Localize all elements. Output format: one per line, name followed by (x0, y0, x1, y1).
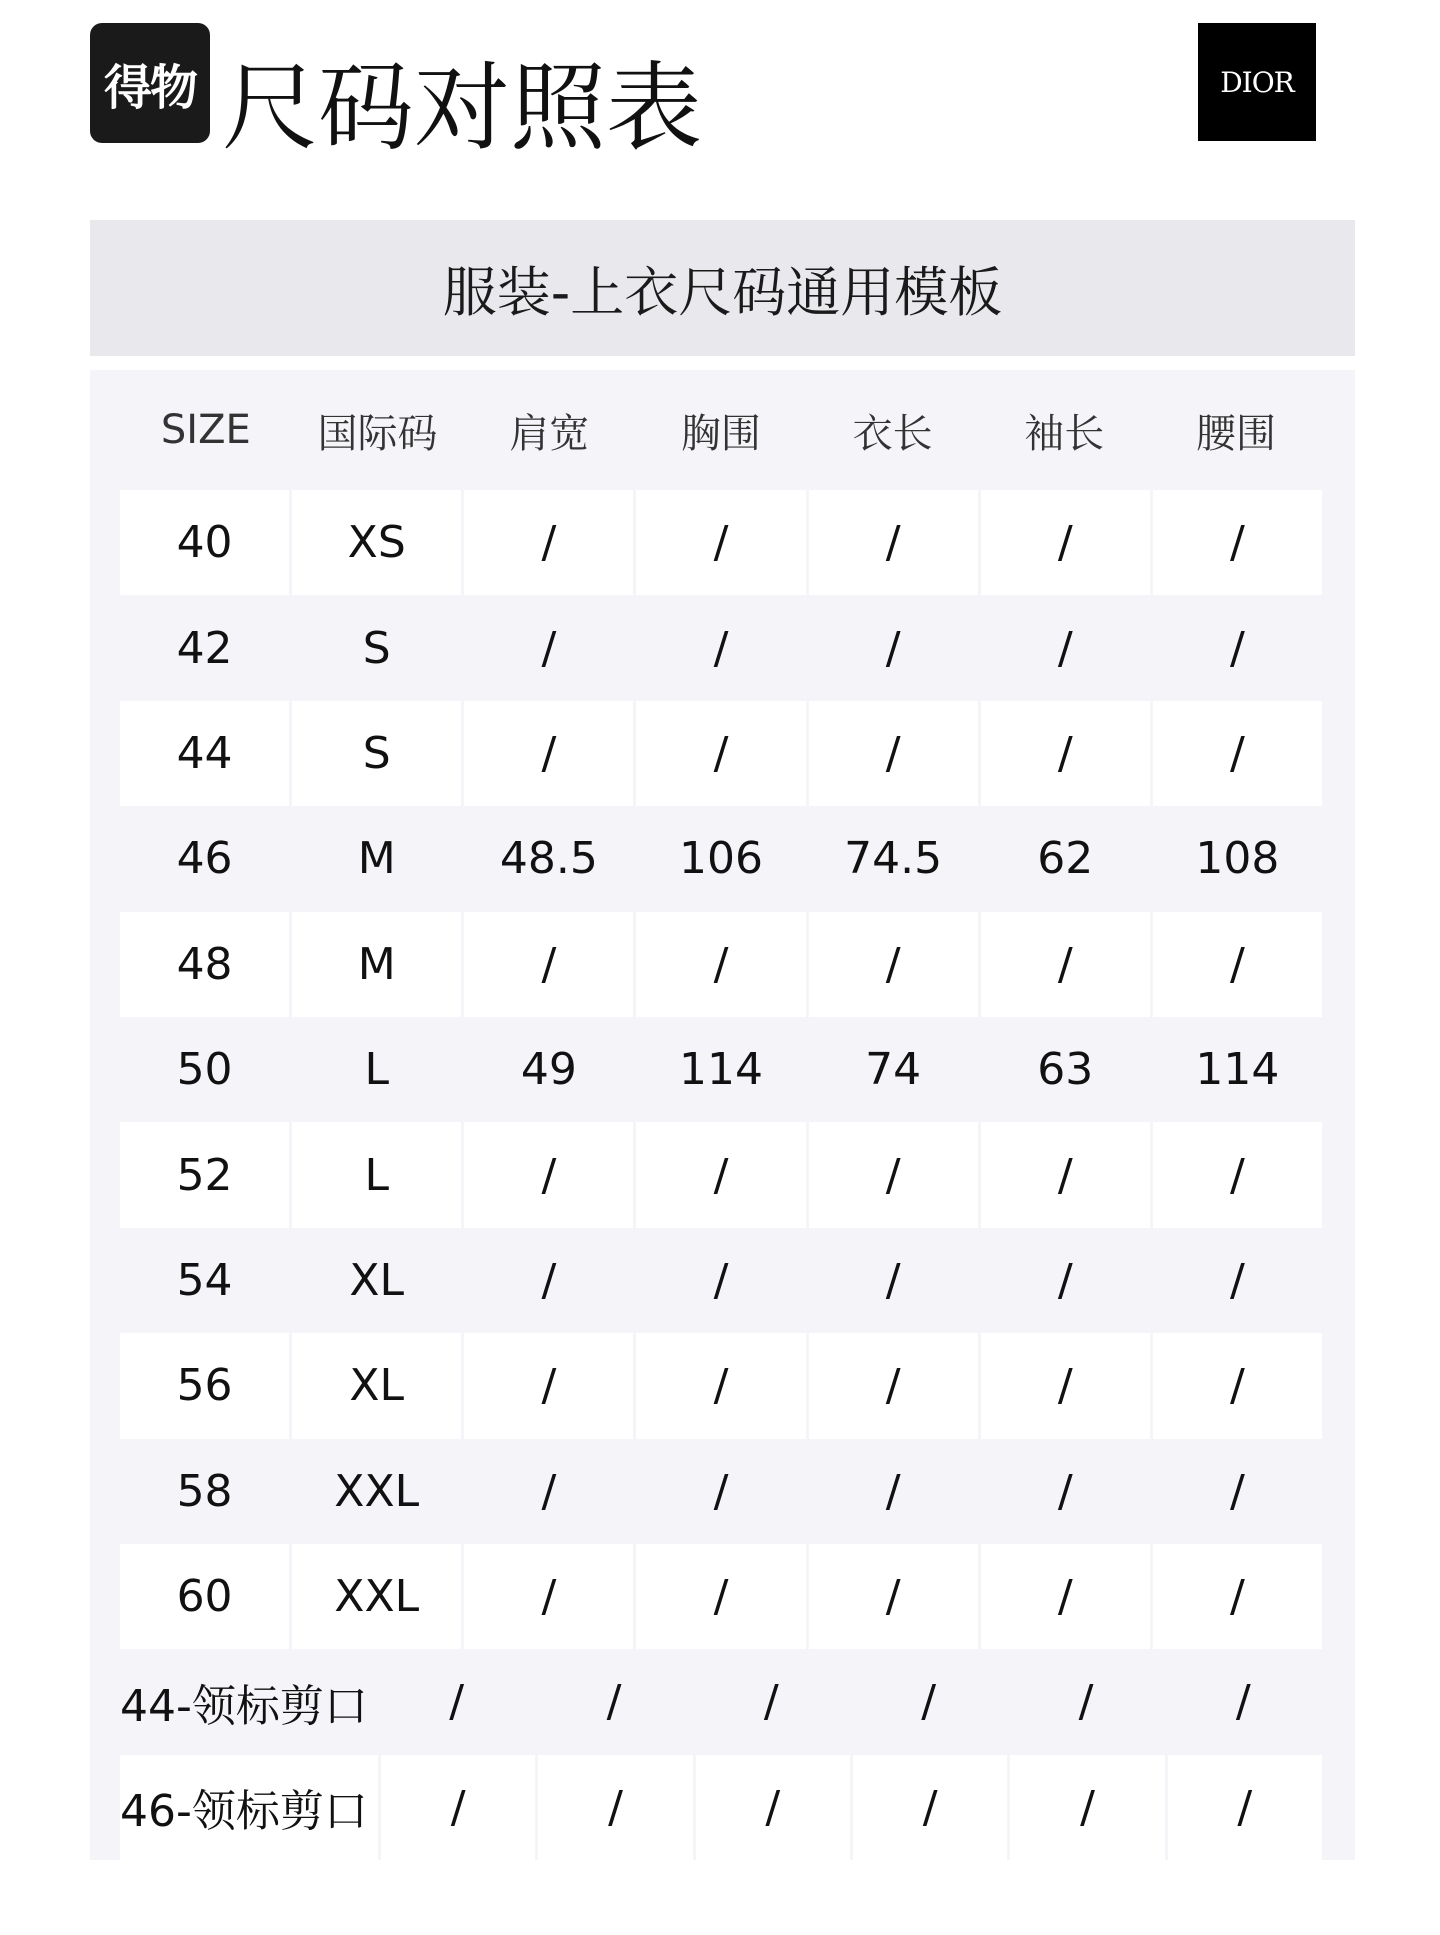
cell-waist: / (1153, 701, 1322, 806)
cell-waist: 114 (1195, 1044, 1280, 1096)
table-row (120, 1228, 1322, 1333)
cell-shoulder: / (464, 1333, 633, 1438)
table-row (120, 701, 1322, 806)
cell-sleeve: / (981, 701, 1150, 806)
cell-shoulder: / (464, 490, 633, 595)
cell-chest: / (636, 912, 805, 1017)
cell-shoulder: / (464, 1122, 633, 1227)
column-header-size: SIZE (160, 407, 251, 453)
cell-chest: / (636, 1544, 805, 1649)
column-header-sleeve: 袖长 (1024, 410, 1105, 457)
cell-waist: / (1153, 1333, 1322, 1438)
cell-size: 50 (176, 1044, 233, 1096)
cell-shoulder: 49 (520, 1044, 577, 1096)
cell-length: / (809, 701, 978, 806)
cell-value: / (693, 1755, 850, 1860)
cell-length: / (809, 912, 978, 1017)
logo-text: 得物 (103, 59, 196, 116)
cell-waist: 108 (1195, 833, 1280, 885)
template-title (90, 220, 1355, 356)
table-body (120, 490, 1322, 1860)
column-header-intl-size: 国际码 (317, 410, 438, 457)
cell-waist: / (1230, 1465, 1245, 1517)
column-header-shoulder: 肩宽 (509, 410, 590, 457)
cell-value: / (535, 1755, 692, 1860)
table-row (120, 595, 1322, 700)
template-title-text: 服装-上衣尺码通用模板 (442, 260, 1003, 324)
page-title: 尺码对照表 (222, 52, 702, 164)
cell-length: / (809, 1544, 978, 1649)
cell-chest: / (713, 622, 729, 674)
cell-shoulder: / (464, 912, 633, 1017)
column-header-length: 衣长 (852, 410, 933, 457)
cell-sleeve: / (981, 490, 1150, 595)
cell-value: / (378, 1755, 535, 1860)
cell-size: 60 (120, 1544, 289, 1649)
cell-value: / (921, 1676, 937, 1728)
size-table (90, 370, 1355, 1860)
cell-value: / (449, 1676, 465, 1728)
cell-size: 52 (120, 1122, 289, 1227)
table-row (120, 1122, 1322, 1227)
cell-value: / (606, 1676, 622, 1728)
cell-chest: / (713, 1465, 729, 1517)
cell-intl-size: M (292, 912, 461, 1017)
row-label: 46-领标剪口 (120, 1786, 368, 1838)
table-row (120, 490, 1322, 595)
cell-shoulder: / (464, 1544, 633, 1649)
cell-waist: / (1230, 622, 1245, 674)
cell-length: / (885, 1465, 901, 1517)
table-header-row (120, 370, 1322, 490)
row-label: 44-领标剪口 (120, 1680, 368, 1732)
column-header-chest: 胸围 (680, 410, 761, 457)
table-row (120, 1333, 1322, 1438)
table-row (120, 1017, 1322, 1122)
cell-shoulder: / (541, 1254, 557, 1306)
cell-size: 40 (120, 490, 289, 595)
cell-value: / (850, 1755, 1007, 1860)
cell-chest: / (636, 1333, 805, 1438)
cell-chest: 114 (679, 1044, 763, 1096)
cell-chest: / (636, 490, 805, 595)
cell-sleeve: 62 (1037, 833, 1094, 885)
cell-waist: / (1153, 912, 1322, 1017)
cell-shoulder: 48.5 (499, 833, 598, 885)
cell-intl-size: XS (292, 490, 461, 595)
cell-value: / (1007, 1755, 1164, 1860)
cell-intl-size: XL (349, 1254, 405, 1306)
cell-shoulder: / (541, 1465, 557, 1517)
cell-chest: 106 (679, 833, 763, 885)
cell-chest: / (636, 1122, 805, 1227)
cell-length: / (885, 622, 901, 674)
table-row (120, 1439, 1322, 1544)
brand-logo-text: DIOR (1220, 65, 1294, 99)
cell-intl-size: S (362, 622, 391, 674)
cell-shoulder: / (464, 701, 633, 806)
cell-length: / (809, 1122, 978, 1227)
cell-size: 48 (120, 912, 289, 1017)
table-row-collar-notch (120, 1649, 1322, 1754)
cell-intl-size: XXL (292, 1544, 461, 1649)
cell-length: 74.5 (844, 833, 943, 885)
cell-value: / (763, 1676, 779, 1728)
cell-sleeve: / (1057, 1254, 1073, 1306)
cell-sleeve: / (981, 1122, 1150, 1227)
cell-size: 54 (176, 1254, 233, 1306)
table-row-collar-notch (120, 1755, 1322, 1860)
cell-chest: / (713, 1254, 729, 1306)
cell-sleeve: 63 (1037, 1044, 1094, 1096)
cell-sleeve: / (1057, 1465, 1073, 1517)
table-row (120, 912, 1322, 1017)
cell-intl-size: L (292, 1122, 461, 1227)
cell-size: 58 (176, 1465, 233, 1517)
cell-intl-size: XL (292, 1333, 461, 1438)
cell-sleeve: / (981, 912, 1150, 1017)
cell-size: 42 (176, 622, 233, 674)
table-row (120, 1544, 1322, 1649)
cell-intl-size: M (357, 833, 396, 885)
cell-sleeve: / (981, 1333, 1150, 1438)
cell-length: 74 (865, 1044, 922, 1096)
cell-length: / (809, 490, 978, 595)
cell-intl-size: S (292, 701, 461, 806)
cell-value: / (1078, 1676, 1094, 1728)
cell-length: / (885, 1254, 901, 1306)
cell-waist: / (1153, 490, 1322, 595)
dewu-logo (90, 23, 210, 143)
cell-shoulder: / (541, 622, 557, 674)
cell-size: 44 (120, 701, 289, 806)
brand-logo (1198, 23, 1316, 141)
cell-value: / (1165, 1755, 1322, 1860)
cell-waist: / (1230, 1254, 1245, 1306)
cell-intl-size: L (364, 1044, 389, 1096)
cell-waist: / (1153, 1122, 1322, 1227)
cell-size: 56 (120, 1333, 289, 1438)
cell-length: / (809, 1333, 978, 1438)
cell-chest: / (636, 701, 805, 806)
cell-value: / (1235, 1676, 1251, 1728)
cell-waist: / (1153, 1544, 1322, 1649)
cell-sleeve: / (1057, 622, 1073, 674)
table-row (120, 806, 1322, 911)
cell-size: 46 (176, 833, 233, 885)
cell-sleeve: / (981, 1544, 1150, 1649)
column-header-waist: 腰围 (1195, 410, 1276, 457)
cell-intl-size: XXL (334, 1465, 420, 1517)
